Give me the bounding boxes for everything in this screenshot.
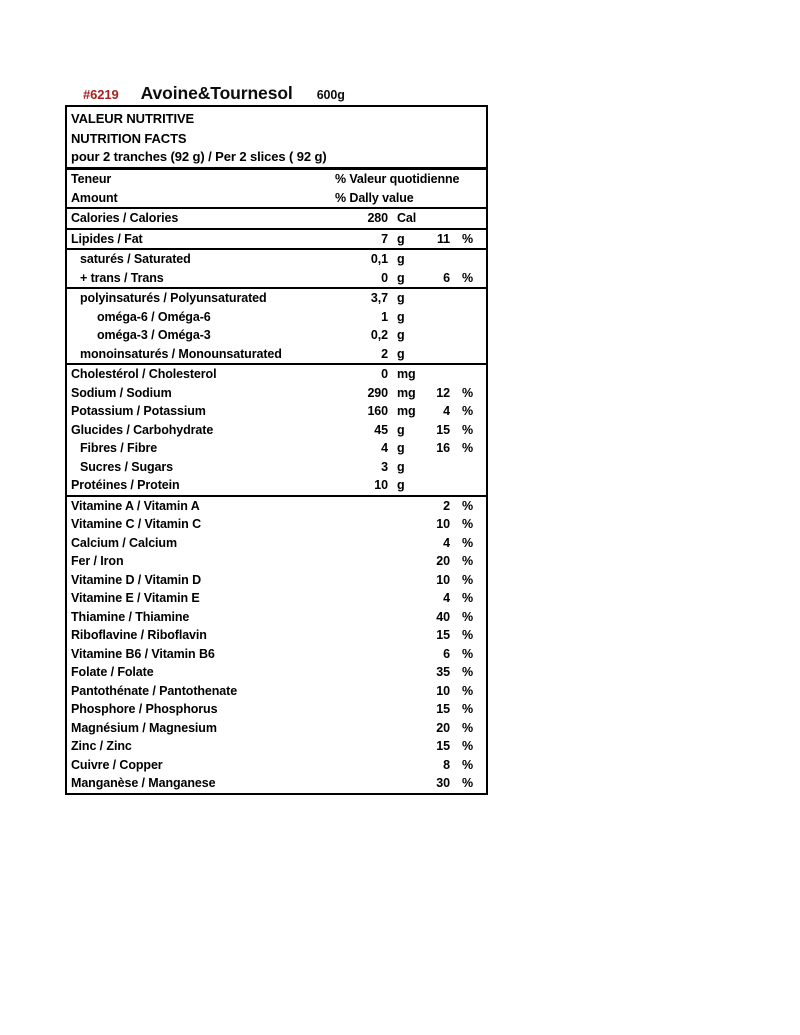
cell-pct <box>450 326 486 345</box>
cell-label: Calories / Calories <box>71 211 179 225</box>
nutrient-row <box>67 663 486 682</box>
nutrient-row <box>67 497 486 516</box>
cell-unit: g <box>397 252 405 266</box>
cell-dv: 10 <box>436 517 450 531</box>
nutrient-row <box>67 439 486 458</box>
cell-pct: % <box>462 646 474 661</box>
cell-dv <box>428 209 450 228</box>
cell-dv: 12 <box>436 385 450 400</box>
cell-amount <box>328 682 388 701</box>
cell-label: Fer / Iron <box>71 554 124 568</box>
cell-dv: 20 <box>436 554 450 568</box>
cell-dv: 4 <box>443 535 450 550</box>
cell-unit <box>388 608 428 627</box>
cell-amount: 160 <box>367 404 388 418</box>
cell-pct <box>450 209 486 228</box>
cell-dv: 4 <box>443 591 450 605</box>
cell-unit: g <box>397 422 405 437</box>
cell-pct: % <box>462 535 474 550</box>
section-fat <box>67 230 486 251</box>
cell-dv: 6 <box>443 646 450 661</box>
cell-amount <box>328 515 388 534</box>
amount-column-label-en: Amount <box>71 190 118 205</box>
cell-label: Magnésium / Magnesium <box>71 720 217 735</box>
nutrient-row <box>67 756 486 775</box>
cell-dv: 10 <box>436 572 450 587</box>
nutrient-row <box>67 308 486 327</box>
cell-pct <box>450 345 486 364</box>
cell-unit: g <box>397 441 405 455</box>
product-name: Avoine&Tournesol <box>140 83 293 103</box>
cell-unit <box>388 589 428 608</box>
cell-dv: 6 <box>443 270 450 285</box>
nutrient-row <box>67 534 486 553</box>
section-vitamins-minerals <box>67 497 486 793</box>
cell-pct: % <box>462 572 474 587</box>
nutrient-row <box>67 645 486 664</box>
cell-pct: % <box>462 720 474 735</box>
cell-dv <box>428 289 450 308</box>
cell-unit: g <box>397 291 405 305</box>
cell-amount <box>328 534 388 553</box>
cell-dv: 15 <box>436 739 450 753</box>
cell-unit <box>388 626 428 645</box>
cell-pct: % <box>462 422 474 437</box>
cell-dv <box>428 308 450 327</box>
cell-amount: 2 <box>381 346 388 361</box>
serving-size: pour 2 tranches (92 g) / Per 2 slices ( 92 g) <box>71 149 327 164</box>
cell-label: Vitamine C / Vitamin C <box>71 517 202 531</box>
cell-pct <box>450 250 486 269</box>
table-title-en: NUTRITION FACTS <box>71 131 187 146</box>
cell-unit <box>388 737 428 756</box>
cell-unit: mg <box>397 385 416 400</box>
cell-dv: 10 <box>436 683 450 698</box>
cell-unit: mg <box>397 404 416 418</box>
column-header <box>67 170 486 209</box>
nutrient-row <box>67 682 486 701</box>
cell-amount <box>328 626 388 645</box>
cell-dv <box>428 476 450 495</box>
section-unsaturated <box>67 289 486 365</box>
cell-dv <box>428 326 450 345</box>
cell-label: Glucides / Carbohydrate <box>71 422 214 437</box>
cell-unit: Cal <box>397 211 417 225</box>
nutrient-row <box>67 626 486 645</box>
cell-amount: 0,1 <box>370 252 388 266</box>
cell-pct: % <box>462 498 474 513</box>
cell-unit <box>388 645 428 664</box>
cell-label: Vitamine A / Vitamin A <box>71 498 200 513</box>
cell-label: Phosphore / Phosphorus <box>71 702 218 716</box>
nutrient-row <box>67 230 486 249</box>
cell-pct: % <box>462 591 474 605</box>
cell-amount <box>328 645 388 664</box>
cell-dv: 4 <box>443 404 450 418</box>
cell-dv: 15 <box>436 628 450 642</box>
nutrient-row <box>67 250 486 269</box>
section-calories <box>67 209 486 230</box>
cell-pct: % <box>462 739 474 753</box>
cell-amount: 290 <box>367 385 388 400</box>
cell-unit: mg <box>397 367 416 381</box>
cell-unit: g <box>397 309 405 324</box>
cell-unit <box>388 719 428 738</box>
cell-label: + trans / Trans <box>80 270 164 285</box>
cell-amount: 45 <box>374 422 388 437</box>
cell-amount: 0 <box>381 367 388 381</box>
nutrient-row <box>67 384 486 403</box>
cell-label: Vitamine D / Vitamin D <box>71 572 202 587</box>
cell-pct: % <box>462 702 474 716</box>
cell-label: oméga-3 / Oméga-3 <box>97 328 211 342</box>
cell-pct: % <box>462 270 474 285</box>
section-main-nutrients <box>67 365 486 497</box>
cell-amount <box>328 571 388 590</box>
cell-dv: 15 <box>436 702 450 716</box>
cell-amount <box>328 719 388 738</box>
cell-dv <box>428 458 450 477</box>
cell-unit: g <box>397 346 405 361</box>
cell-dv: 40 <box>436 609 450 624</box>
cell-dv: 20 <box>436 720 450 735</box>
cell-amount <box>328 700 388 719</box>
daily-value-column-label-fr: % Valeur quotidienne <box>335 172 460 186</box>
cell-dv: 8 <box>443 757 450 772</box>
cell-label: Vitamine E / Vitamin E <box>71 591 200 605</box>
cell-label: Vitamine B6 / Vitamin B6 <box>71 646 215 661</box>
cell-unit <box>388 663 428 682</box>
cell-label: oméga-6 / Oméga-6 <box>97 309 211 324</box>
cell-dv: 15 <box>436 422 450 437</box>
cell-pct <box>450 476 486 495</box>
cell-unit <box>388 571 428 590</box>
cell-dv <box>428 365 450 384</box>
cell-unit: g <box>397 231 405 246</box>
nutrient-row <box>67 608 486 627</box>
cell-pct <box>450 308 486 327</box>
cell-label: Potassium / Potassium <box>71 404 206 418</box>
cell-dv: 30 <box>436 776 450 790</box>
cell-pct: % <box>462 231 474 246</box>
nutrient-row <box>67 365 486 384</box>
cell-pct: % <box>462 554 474 568</box>
cell-dv <box>428 250 450 269</box>
cell-unit: g <box>397 459 405 474</box>
nutrient-row <box>67 700 486 719</box>
table-title-block <box>67 107 486 170</box>
cell-dv: 16 <box>436 441 450 455</box>
cell-label: Riboflavine / Riboflavin <box>71 628 207 642</box>
nutrition-facts-table <box>65 105 488 795</box>
cell-dv <box>428 345 450 364</box>
amount-column-label-fr: Teneur <box>71 172 112 186</box>
cell-amount <box>328 589 388 608</box>
nutrient-row <box>67 458 486 477</box>
cell-unit: g <box>397 328 405 342</box>
cell-unit <box>388 515 428 534</box>
cell-label: Cuivre / Copper <box>71 757 163 772</box>
nutrient-row <box>67 719 486 738</box>
cell-amount: 1 <box>381 309 388 324</box>
cell-amount: 3,7 <box>370 291 388 305</box>
cell-label: Pantothénate / Pantothenate <box>71 683 238 698</box>
product-header <box>65 83 495 104</box>
cell-label: Cholestérol / Cholesterol <box>71 367 217 381</box>
nutrient-row <box>67 515 486 534</box>
cell-pct: % <box>462 441 474 455</box>
nutrient-row <box>67 209 486 228</box>
product-weight: 600g <box>316 88 345 102</box>
cell-unit <box>388 682 428 701</box>
cell-amount: 0 <box>381 270 388 285</box>
cell-label: Calcium / Calcium <box>71 535 177 550</box>
cell-unit <box>388 756 428 775</box>
nutrient-row <box>67 402 486 421</box>
nutrient-row <box>67 774 486 793</box>
cell-amount: 4 <box>381 441 388 455</box>
cell-pct <box>450 365 486 384</box>
cell-pct <box>450 458 486 477</box>
nutrient-row <box>67 421 486 440</box>
cell-unit <box>388 700 428 719</box>
cell-label: Folate / Folate <box>71 665 154 679</box>
cell-label: Lipides / Fat <box>71 231 143 246</box>
cell-amount: 10 <box>374 478 388 492</box>
cell-pct: % <box>462 385 474 400</box>
nutrient-row <box>67 552 486 571</box>
product-code: #6219 <box>83 87 119 102</box>
nutrient-row <box>67 476 486 495</box>
cell-amount <box>328 774 388 793</box>
cell-dv: 2 <box>443 498 450 513</box>
cell-label: monoinsaturés / Monounsaturated <box>80 346 282 361</box>
cell-label: Zinc / Zinc <box>71 739 132 753</box>
cell-label: saturés / Saturated <box>80 252 191 266</box>
table-title-fr: VALEUR NUTRITIVE <box>71 111 195 126</box>
cell-amount <box>328 552 388 571</box>
cell-label: Protéines / Protein <box>71 478 180 492</box>
cell-amount <box>328 608 388 627</box>
daily-value-column-label-en: % Dally value <box>335 190 414 205</box>
nutrient-row <box>67 737 486 756</box>
cell-pct: % <box>462 757 474 772</box>
cell-pct: % <box>462 517 474 531</box>
cell-label: Sodium / Sodium <box>71 385 172 400</box>
cell-amount <box>328 756 388 775</box>
nutrient-row <box>67 345 486 364</box>
nutrient-row <box>67 571 486 590</box>
nutrient-row <box>67 589 486 608</box>
cell-amount <box>328 497 388 516</box>
cell-amount: 0,2 <box>370 328 388 342</box>
cell-amount: 3 <box>381 459 388 474</box>
cell-pct: % <box>462 404 474 418</box>
column-header-row-en <box>67 189 486 208</box>
cell-label: Thiamine / Thiamine <box>71 609 190 624</box>
cell-amount: 280 <box>367 211 388 225</box>
cell-amount: 7 <box>381 231 388 246</box>
cell-label: Sucres / Sugars <box>80 459 173 474</box>
cell-unit: g <box>397 270 405 285</box>
cell-pct: % <box>462 683 474 698</box>
cell-dv: 35 <box>436 665 450 679</box>
cell-dv: 11 <box>436 231 450 246</box>
nutrient-row <box>67 289 486 308</box>
cell-pct: % <box>462 628 474 642</box>
section-saturated-trans <box>67 250 486 289</box>
column-header-row-fr <box>67 170 486 189</box>
cell-unit: g <box>397 478 405 492</box>
cell-pct: % <box>462 776 474 790</box>
cell-unit <box>388 774 428 793</box>
cell-unit <box>388 534 428 553</box>
cell-label: polyinsaturés / Polyunsaturated <box>80 291 267 305</box>
cell-unit <box>388 497 428 516</box>
table-body <box>67 209 486 793</box>
cell-pct: % <box>462 665 474 679</box>
cell-label: Manganèse / Manganese <box>71 776 216 790</box>
cell-label: Fibres / Fibre <box>80 441 158 455</box>
nutrient-row <box>67 269 486 288</box>
cell-pct: % <box>462 609 474 624</box>
cell-amount <box>328 737 388 756</box>
cell-pct <box>450 289 486 308</box>
cell-unit <box>388 552 428 571</box>
nutrient-row <box>67 326 486 345</box>
cell-amount <box>328 663 388 682</box>
